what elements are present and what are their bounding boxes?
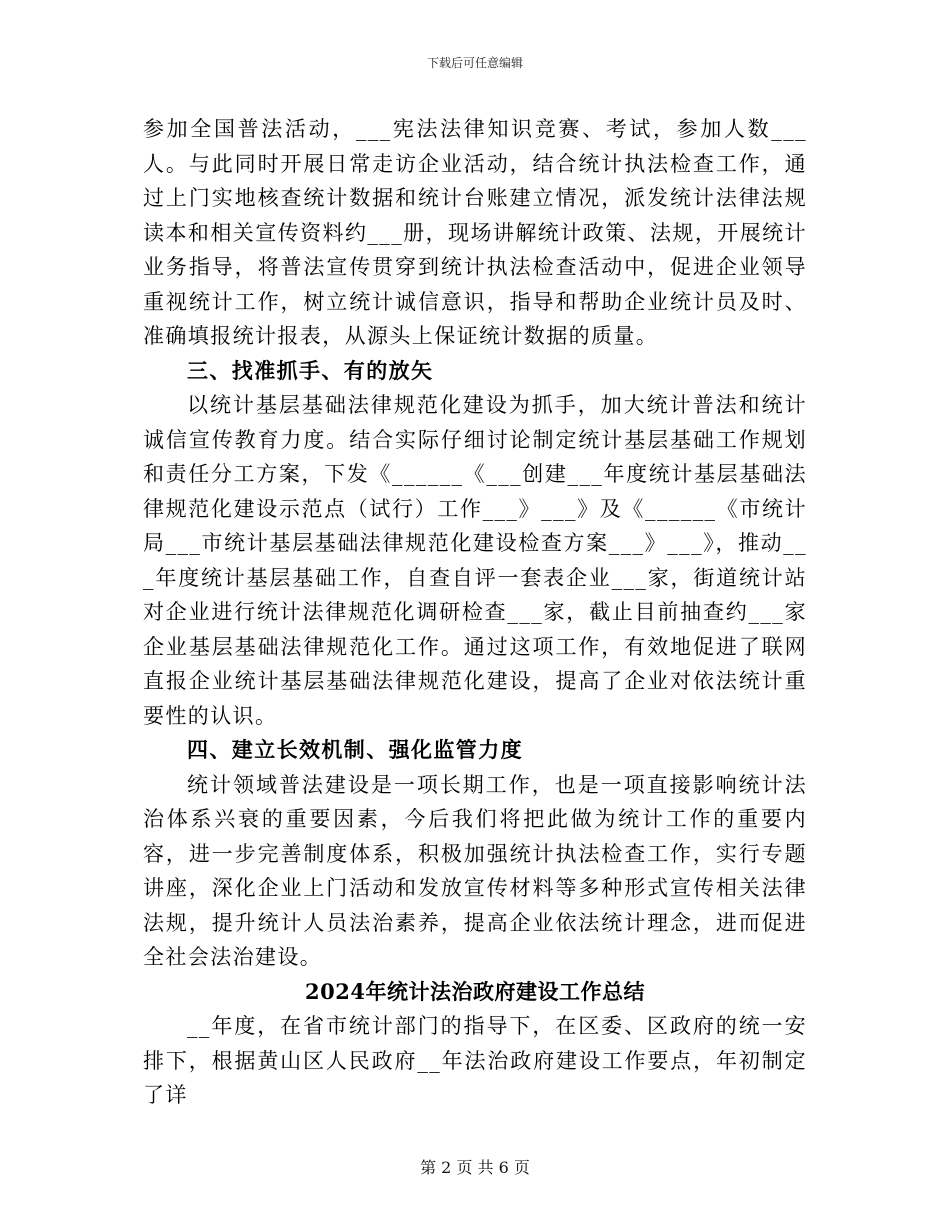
section-heading-4: 四、建立长效机制、强化监管力度 bbox=[187, 737, 523, 762]
section-heading-3: 三、找准抓手、有的放矢 bbox=[187, 357, 434, 383]
page-footer: 第 2 页 共 6 页 bbox=[420, 1158, 530, 1177]
document-body bbox=[143, 112, 807, 1113]
paragraph-intro: __年度，在省市统计部门的指导下，在区委、区政府的统一安排下，根据黄山区人民政府__年法治政府建设工作要点，年初制定了详 bbox=[143, 1014, 807, 1107]
paragraph-section-4: 统计领域普法建设是一项长期工作，也是一项直接影响统计法治体系兴衰的重要因素，今后我们将把此做为统计工作的重要内容，进一步完善制度体系，积极加强统计执法检查工作，实行专题讲座，深化企业上门活动和发放宣传材料等多种形式宣传相关法律法规，提升统计人员法治素养，提高企业依法统计理念，进而促进全社会法治建设。 bbox=[143, 772, 807, 969]
page-header: 下载后可任意编辑 bbox=[426, 56, 523, 70]
paragraph-section-3: 以统计基层基础法律规范化建设为抓手，加大统计普法和统计诚信宣传教育力度。结合实际仔细讨论制定统计基层基础工作规划和责任分工方案，下发《______《___创建___年度统计基层基础法律规范化建设示范点（试行）工作___》___》及《______《市统计局___市统计基层基础法律规范化建设检查方案___》___》，推动___年度统计基层基础工作，自查自评一套表企业___家，街道统计站对企业进行统计法律规范化调研检查___家，截止目前抽查约___家企业基层基础法律规范化工作。通过这项工作，有效地促进了联网直报企业统计基层基础法律规范化建设，提高了企业对依法统计重要性的认识。 bbox=[143, 393, 807, 728]
paragraph-continuation: 参加全国普法活动，___宪法法律知识竞赛、考试，参加人数___人。与此同时开展日常走访企业活动，结合统计执法检查工作，通过上门实地核查统计数据和统计台账建立情况，派发统计法律法规读本和相关宣传资料约___册，现场讲解统计政策、法规，开展统计业务指导，将普法宣传贯穿到统计执法检查活动中，促进企业领导重视统计工作，树立统计诚信意识，指导和帮助企业统计员及时、准确填报统计报表，从源头上保证统计数据的质量。 bbox=[143, 117, 807, 348]
document-title: 2024年统计法治政府建设工作总结 bbox=[305, 978, 645, 1004]
